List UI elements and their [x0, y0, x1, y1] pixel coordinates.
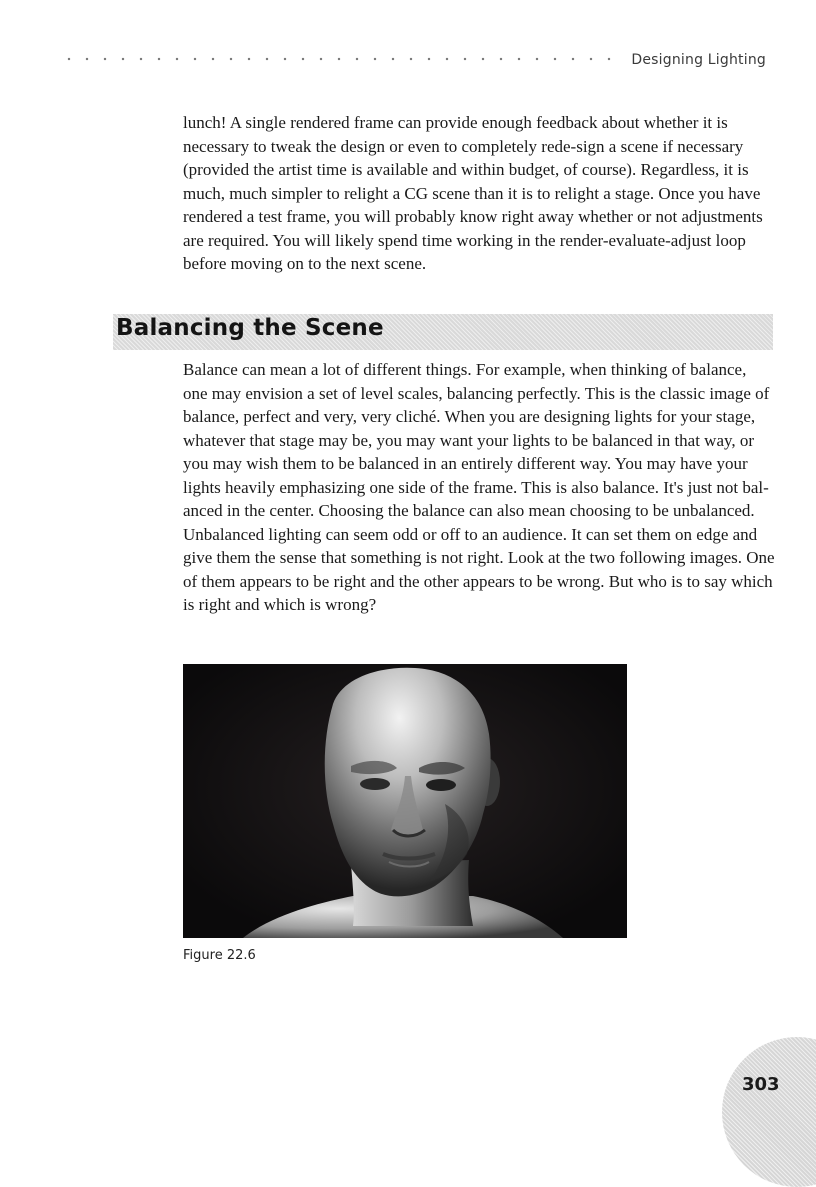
running-head-title: Designing Lighting [631, 52, 766, 68]
figure-head-render [183, 664, 627, 938]
intro-paragraph: lunch! A single rendered frame can provide enough feedback about whether it is necessary to tweak the design or even to completely rede-sign a scene if necessary (provided the artist time is available and within budget, of course). Regardless, it is much, much simpler to relight a CG scene than it is to relight a stage. Once you have rendered a test frame, you will probably know right away whether or not adjustments are required. You will likely spend time working in the render-evaluate-adjust loop before moving on to the next scene. [183, 113, 763, 273]
figure-caption: Figure 22.6 [183, 948, 256, 963]
page-number: 303 [742, 1074, 780, 1095]
section-heading: Balancing the Scene [116, 315, 384, 341]
head-illustration [183, 664, 627, 938]
page-number-tab [722, 1037, 816, 1187]
header-dot-leader [60, 52, 618, 66]
balance-paragraph: Balance can mean a lot of different things. For example, when thinking of balance, one may envision a set of level scales, balancing perfectly. This is the classic image of balance, perfect and very, very cliché. When you are designing lights for your stage, whatever that stage may be, you may want your lights to be balanced in that way, or you may wish them to be balanced in an entirely different way. You may have your lights heavily emphasizing one side of the frame. This is also balance. It's just not bal-anced in the center. Choosing the balance can also mean choosing to be unbalanced. Unbalanced lighting can seem odd or off to an audience. It can set them on edge and give them the sense that something is not right. Look at the two following images. One of them appears to be right and the other appears to be wrong. But who is to say which is right and which is wrong? [183, 360, 775, 614]
